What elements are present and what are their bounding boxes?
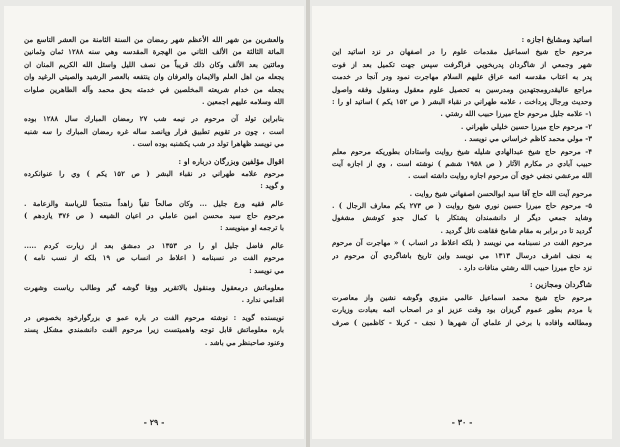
right-page-number: - ۳۰ - xyxy=(451,417,473,427)
text-line: وشايد جمعي ديگر از دانشمندان پشتكار با كمال جدو كوشش مشغول xyxy=(332,213,592,223)
text-line: ۴- مرحوم حاج شيخ عبدالهادي شليله شيخ روايت واستادان بطوريكه مرحوم معلم xyxy=(332,146,592,156)
text-line: حبيب آبادي در مكارم الآثار ( ص ۱۹۵۸ ششم ) نوشته است ، وي از اجازه آيت xyxy=(332,158,592,168)
text-line: الله وسلامه عليهم اجمعين . xyxy=(202,96,284,106)
text-line: نزد حاج ميرزا حبيب الله رشتي منافات دارد . xyxy=(458,263,592,273)
text-line: اقدامي ندارد . xyxy=(241,295,284,305)
text-line: ۳- مولي محمد كاظم خراساني مي نويسد . xyxy=(464,134,592,144)
section-heading: اقوال مؤلفين وبزرگان درباره او : xyxy=(178,156,284,166)
text-line: مرحوم الفت در نسبنامه ( اعلاط در انساب ص ۱۹ بلكه از نسب نامه ) xyxy=(24,253,284,263)
text-line: يجعله من اهل العلم والايمان والعرفان وان ينتفعه بالعصر الرشيد والصيتي الرغيد وان xyxy=(24,72,284,82)
left-page-body xyxy=(24,34,284,349)
text-line: مرحوم علامه طهراني در نقباء البشر ( ص ۱۵۲ يكم ) وي را عنوانكرده xyxy=(24,168,284,178)
text-line: گرديد تا در برابر به مقام شامخ فقاهت نائل گرديد . xyxy=(440,225,592,235)
right-page xyxy=(312,6,612,439)
text-line: باره معلوماتش قابل توجه واهميتست زيرا مرحوم الفت دانشمندي مشكل پسند xyxy=(24,325,284,335)
text-line: مرحوم الفت در نسبنامه مي نويسد ( بلكه اعلاط در انساب ) « مهاجرت آن مرحوم xyxy=(332,238,592,248)
text-line: ۲- مرحوم حاج ميرزا حسين خليلي طهراني . xyxy=(460,121,592,131)
text-line: ومطالعه وافاده با برخي از علماي آن شهرها ( نجف - كربلا - كاظمين ) صرف xyxy=(332,317,592,327)
text-line: مرحوم آيت الله حاج آقا سيد ابوالحسن اصفهاني شيخ روايت . xyxy=(409,188,592,198)
text-line: الله مرعشي نجفي خوي آن مرحوم اجازه روايت داشته است . xyxy=(408,171,592,181)
text-line: وحديث ورجال پرداخت ، علامه طهراني در نقباء البشر ( ص ۱۵۲ يكم ) اساتيد او را : xyxy=(332,96,592,106)
text-line: با مردم بطور عموم گريزان بود وقت عزيز او در اصحاب ائمه بعبادت وزيارت xyxy=(332,305,592,315)
book-gutter xyxy=(306,0,310,447)
right-page-body xyxy=(332,34,592,329)
text-line: است ، چون در تقويم تطبيق فرار وپانصد ساله غره رمضان المبارك را سه شنبه xyxy=(24,126,284,136)
text-line: ۱- علامه جليل مرحوم حاج ميرزا حبيب الله رشتي . xyxy=(440,109,592,119)
text-line: پدر به اعتاب مقدسه ائمه عراق عليهم السلام مهاجرت نمود ودر آنجا در خدمت xyxy=(332,72,592,82)
text-line: والعشرين من شهر الله الأعظم شهر رمضان من السنة الثامنة من العشر التاسع من xyxy=(24,35,284,44)
text-line: بنابراين تولد آن مرحوم در نيمه شب ۲۷ رمضان المبارك سال ۱۲۸۸ بوده xyxy=(24,114,284,124)
text-line: مرحوم حاج شيخ محمد اسماعيل عالمي منزوي وگوشه نشين واز معاصرت xyxy=(332,292,592,302)
text-line: ۵- مرحوم حاج ميرزا حسين نوري شيخ روايت ( ص ۲۷۳ يكم معارف الرجال ) . xyxy=(332,201,592,211)
text-line: مرحوم حاج شيخ اسماعيل مقدمات علوم را در اصفهان در نزد اساتيد اين xyxy=(332,47,592,57)
text-line: به نجف اشرف درسال ۱۳۱۳ مي نويسد واين تاريخ باشاگردي آن مرحوم در xyxy=(332,250,592,260)
text-line: عالم فقيه ورع جليل ... وكان صالحاً تقياً زاهداً منتجعاً للرياسة والزعامة . xyxy=(24,198,284,208)
text-line: ومائتين بعد الألف وكان ذلك قريباً من نصف الليل واسئل الله الكريم المنان ان xyxy=(24,59,284,69)
text-line: معلوماتش درمعقول ومنقول بالاتقرير ووفا گوشه گير وطالب رياست وشهرت xyxy=(24,283,284,293)
text-line: يجعله من خدام شريعته المخلصين في خدمته بحق محمد وآله الطاهرين صلوات xyxy=(24,84,284,94)
text-line: مي نويسد ظهاهرا تولد در شب يكشنبه بوده است . xyxy=(132,139,284,149)
text-line: وعنود صاحبنظر مي باشد . xyxy=(204,337,284,347)
section-heading: اساتيد ومشايخ اجازه : xyxy=(521,35,592,44)
text-line: مراجع عاليقدرومجتهدين ومدرسين به تحصيل علوم معقول ومنقول وفقه واصول xyxy=(332,84,592,94)
text-line: نويسنده گويد : نوشته مرحوم الفت در باره عمو ي بزرگوارخود بخصوص در xyxy=(24,312,284,322)
left-page xyxy=(4,6,304,439)
left-page-number: - ۲۹ - xyxy=(143,417,165,427)
text-line: المائة الثالثة من الألف الثاني من الهجرة المقدسه وهي سنه ۱۲۸۸ ثمان وثمانين xyxy=(24,47,284,57)
text-line: با ترجمه او مينويسد : xyxy=(220,223,284,233)
text-line: شهر وجمعي از شاگردان پدربخويي فراگرفت سپس جهت تكميل بعد از فوت xyxy=(332,59,592,69)
text-line: مي نويسد : xyxy=(249,265,284,275)
text-line: و گويد : xyxy=(260,181,284,191)
text-line: مرحوم حاج سيد محسن امين عاملي در اعيان الشيعه ( ص ۳۷۶ يازدهم ) xyxy=(24,211,284,221)
section-heading: شاگردان ومجازين : xyxy=(529,280,592,290)
text-line: عالم فاضل جليل او را در ۱۳۵۳ در دمشق بعد از زيارت كردم ..... xyxy=(24,240,284,250)
